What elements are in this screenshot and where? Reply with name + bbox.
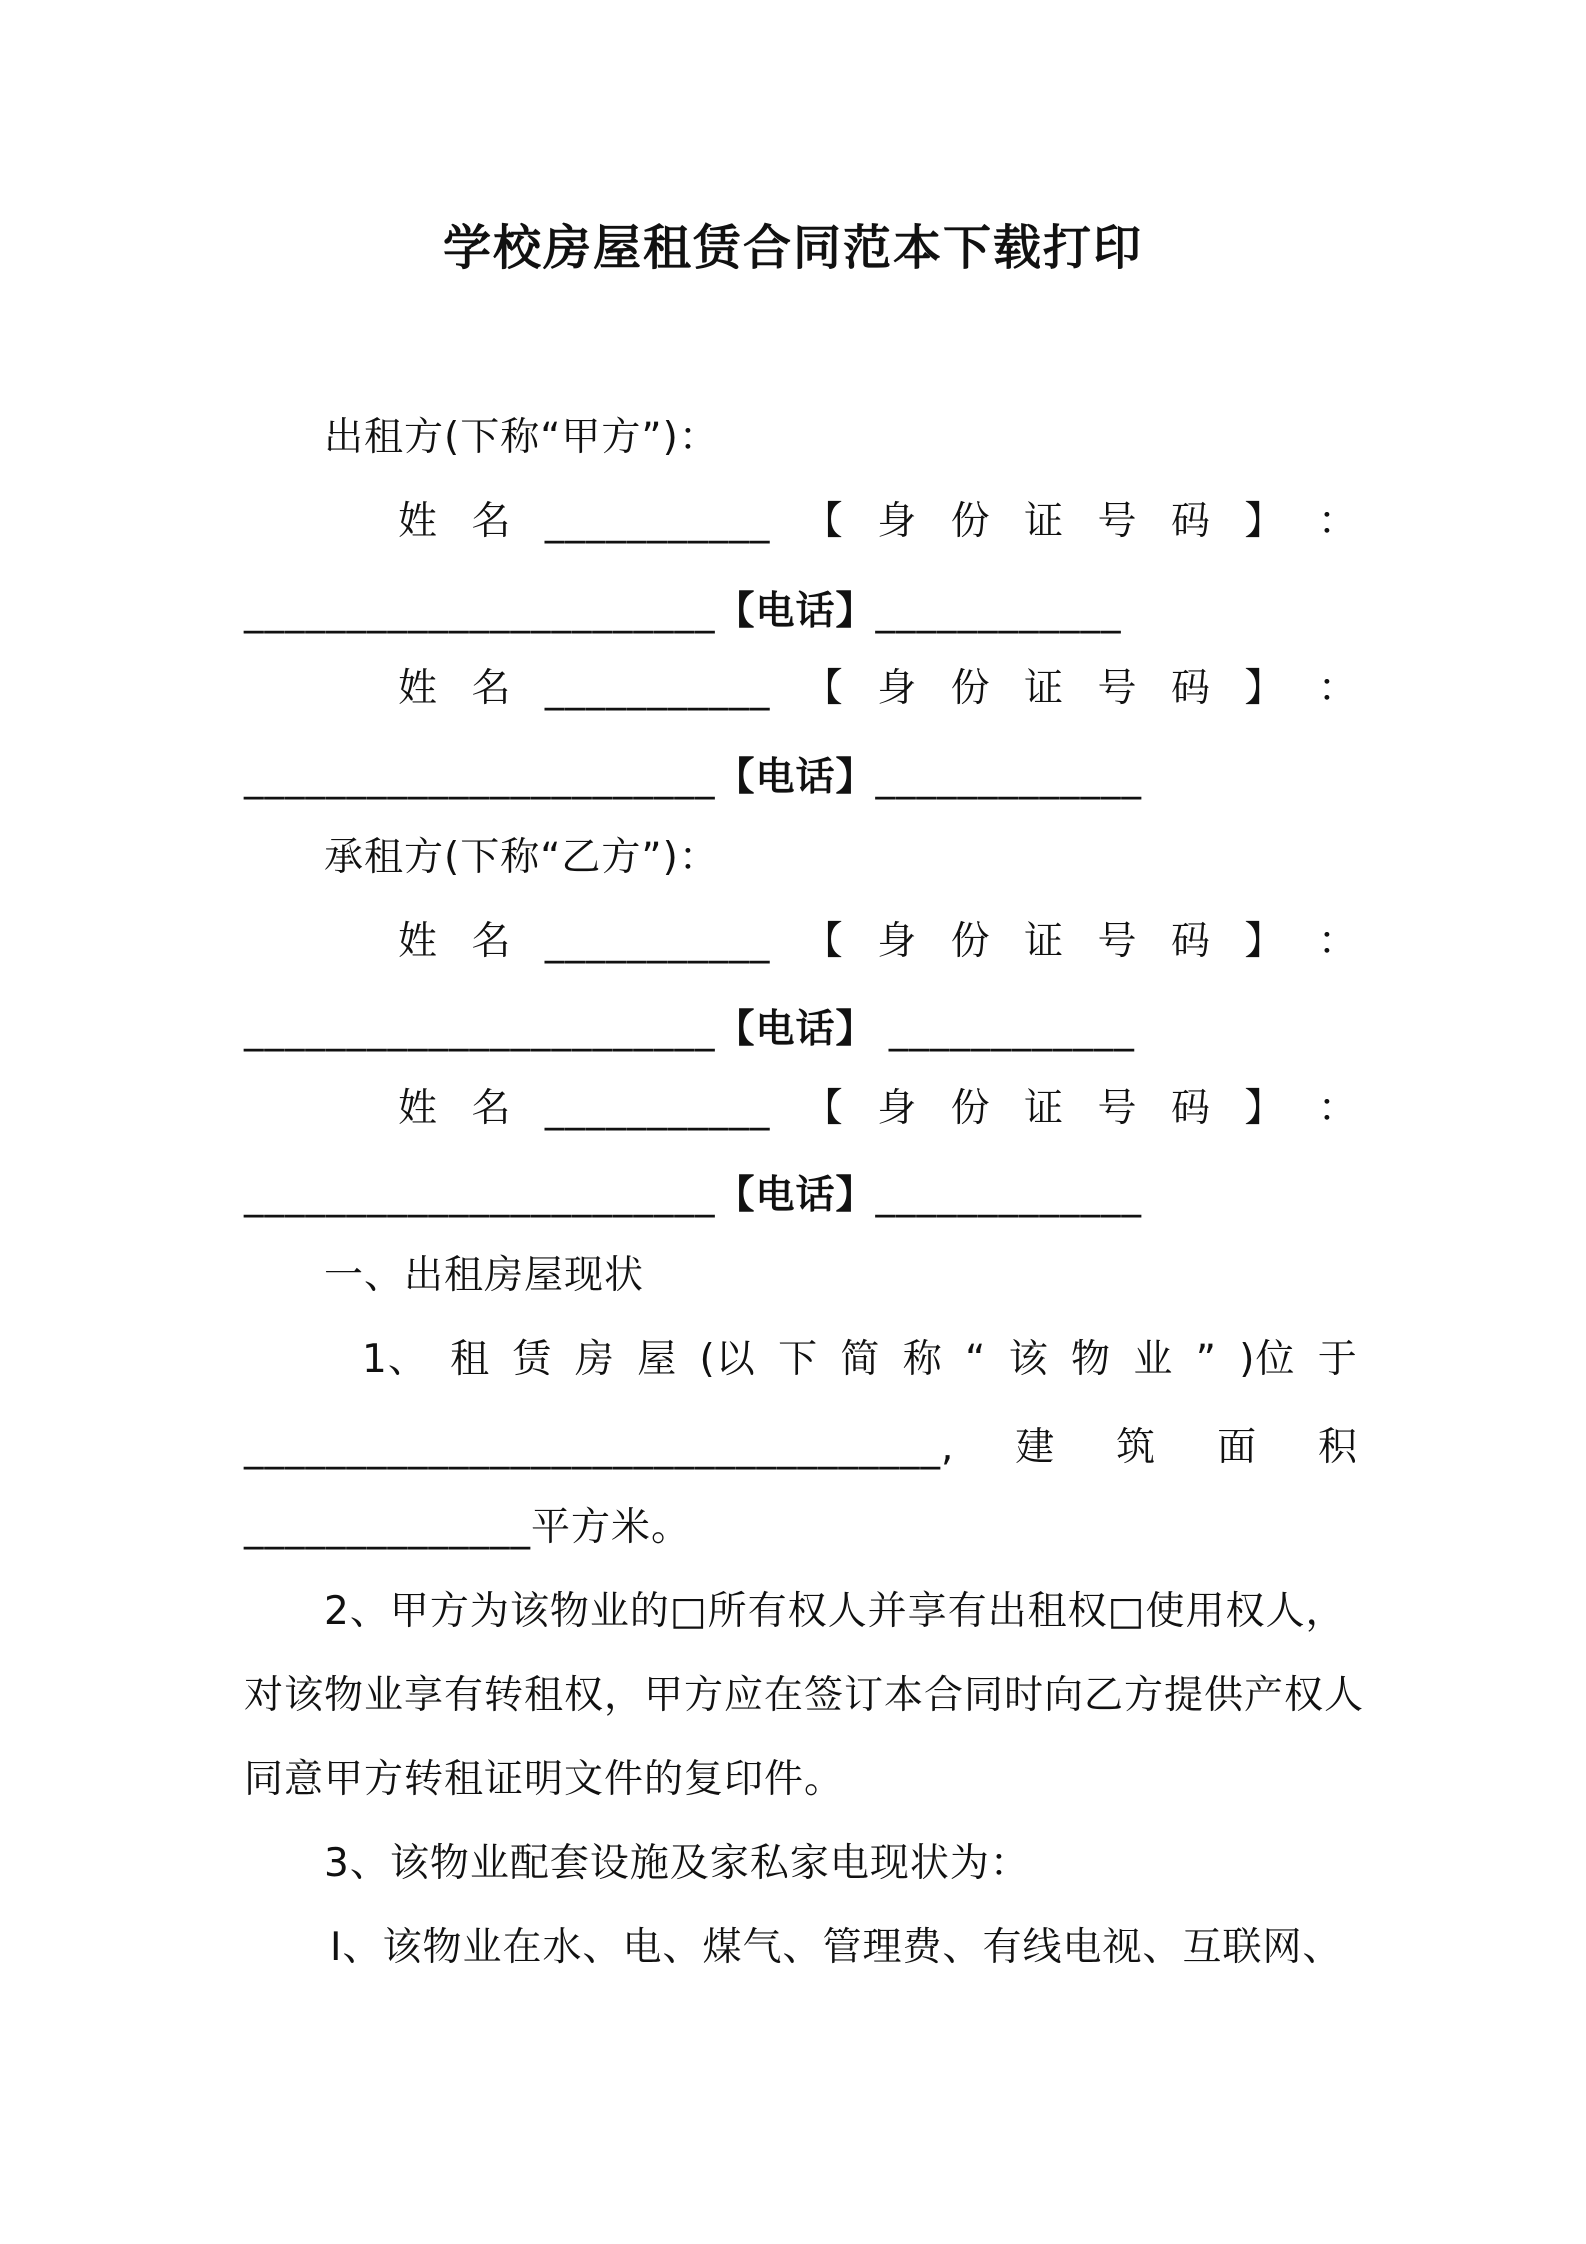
colon: ： xyxy=(1317,499,1358,544)
name-label-char: 名 xyxy=(471,499,512,544)
clause-1-token: )位 xyxy=(1239,1337,1296,1382)
clause-1-token: 于 xyxy=(1317,1337,1358,1382)
clause-1-token: 该 xyxy=(1008,1337,1049,1382)
id-label-char: 码 xyxy=(1170,666,1211,711)
id-bracket-open: 【 xyxy=(803,1086,844,1131)
id-label-char: 身 xyxy=(877,499,918,544)
clause-3: 3、该物业配套设施及家私家电现状为： xyxy=(324,1841,1030,1886)
id-bracket-open: 【 xyxy=(803,499,844,544)
clause-2-line-1: 2、甲方为该物业的□所有权人并享有出租权□使用权人， xyxy=(324,1589,1346,1634)
clause-1-token: 业 xyxy=(1133,1337,1174,1382)
name-label-char: 姓 xyxy=(398,1086,439,1131)
id-blank: _______________________ xyxy=(244,755,716,800)
location-blank: __________________________________, xyxy=(244,1425,955,1470)
clause-1-token: 简 xyxy=(840,1337,881,1382)
id-label-char: 份 xyxy=(950,499,991,544)
phone-blank: ____________ xyxy=(875,1007,1135,1052)
id-label-char: 身 xyxy=(877,919,918,964)
name-blank: ___________ xyxy=(544,1086,771,1131)
phone-blank: ____________ xyxy=(875,589,1122,634)
name-blank: ___________ xyxy=(544,919,771,964)
clause-2-line-3: 同意甲方转租证明文件的复印件。 xyxy=(244,1757,845,1802)
party-a-person-2-row xyxy=(398,665,1358,713)
id-label-char: 份 xyxy=(950,919,991,964)
clause-1-token: 租 xyxy=(450,1337,491,1382)
id-blank: _______________________ xyxy=(244,1173,716,1218)
name-blank: ___________ xyxy=(544,499,771,544)
colon: ： xyxy=(1317,666,1358,711)
phone-blank: _____________ xyxy=(875,755,1143,800)
section-1-heading: 一、出租房屋现状 xyxy=(324,1253,645,1298)
id-bracket-open: 【 xyxy=(803,919,844,964)
clause-1-token: 房 xyxy=(574,1337,615,1382)
name-label-char: 姓 xyxy=(398,499,439,544)
phone-label: 【电话】 xyxy=(715,1007,876,1052)
id-label-char: 码 xyxy=(1170,499,1211,544)
clause-1-token: 1、 xyxy=(362,1337,428,1382)
clause-1-token: 下 xyxy=(778,1337,819,1382)
id-label-char: 号 xyxy=(1097,1086,1138,1131)
clause-2-line-2: 对该物业享有转租权，甲方应在签订本合同时向乙方提供产权人 xyxy=(244,1673,1365,1718)
area-unit: 平方米。 xyxy=(531,1505,692,1550)
clause-1-token: “ xyxy=(965,1337,987,1382)
id-label-char: 身 xyxy=(877,1086,918,1131)
name-label-char: 名 xyxy=(471,666,512,711)
id-label-char: 号 xyxy=(1097,499,1138,544)
party-a-heading: 出租方(下称“甲方”)： xyxy=(324,415,719,460)
clause-1-token: ” xyxy=(1195,1337,1217,1382)
area-label-char: 建 xyxy=(1015,1425,1056,1470)
id-label-char: 码 xyxy=(1170,919,1211,964)
colon: ： xyxy=(1317,919,1358,964)
id-bracket-open: 【 xyxy=(803,666,844,711)
clause-1-token: 称 xyxy=(902,1337,943,1382)
clause-1-token: 赁 xyxy=(512,1337,553,1382)
phone-label: 【电话】 xyxy=(715,1173,876,1218)
name-label-char: 名 xyxy=(471,1086,512,1131)
party-a-person-1-row xyxy=(398,498,1358,546)
clause-1-line-2 xyxy=(244,1424,1358,1472)
colon: ： xyxy=(1317,1086,1358,1131)
id-bracket-close: 】 xyxy=(1244,666,1285,711)
id-label-char: 证 xyxy=(1024,919,1065,964)
clause-3-item-1: Ⅰ、该物业在水、电、煤气、管理费、有线电视、互联网、 xyxy=(330,1925,1343,1970)
id-label-char: 份 xyxy=(950,1086,991,1131)
name-label-char: 名 xyxy=(471,919,512,964)
id-blank: _______________________ xyxy=(244,1007,716,1052)
party-b-person-1-row xyxy=(398,918,1358,966)
area-label-char: 积 xyxy=(1317,1425,1358,1470)
party-b-heading: 承租方(下称“乙方”)： xyxy=(324,835,719,880)
id-label-char: 证 xyxy=(1024,666,1065,711)
party-b-person-2-row xyxy=(398,1085,1358,1133)
area-label-char: 筑 xyxy=(1116,1425,1157,1470)
phone-label: 【电话】 xyxy=(715,755,876,800)
name-label-char: 姓 xyxy=(398,666,439,711)
phone-label: 【电话】 xyxy=(715,589,876,634)
clause-1-line-1 xyxy=(362,1336,1358,1384)
party-a-person-2-id-phone xyxy=(244,754,1142,802)
id-label-char: 码 xyxy=(1170,1086,1211,1131)
clause-1-line-3 xyxy=(244,1504,691,1552)
clause-1-token: 物 xyxy=(1071,1337,1112,1382)
id-blank: _______________________ xyxy=(244,589,716,634)
phone-blank: _____________ xyxy=(875,1173,1143,1218)
name-blank: ___________ xyxy=(544,666,771,711)
id-label-char: 号 xyxy=(1097,666,1138,711)
id-label-char: 证 xyxy=(1024,499,1065,544)
id-bracket-close: 】 xyxy=(1244,499,1285,544)
name-label-char: 姓 xyxy=(398,919,439,964)
id-label-char: 号 xyxy=(1097,919,1138,964)
area-label-char: 面 xyxy=(1217,1425,1258,1470)
id-label-char: 证 xyxy=(1024,1086,1065,1131)
party-b-person-1-id-phone xyxy=(244,1006,1135,1054)
id-label-char: 身 xyxy=(877,666,918,711)
area-blank: ______________ xyxy=(244,1505,531,1550)
party-a-person-1-id-phone xyxy=(244,588,1122,636)
clause-1-token: 屋 xyxy=(637,1337,678,1382)
party-b-person-2-id-phone xyxy=(244,1172,1142,1220)
id-bracket-close: 】 xyxy=(1244,1086,1285,1131)
id-label-char: 份 xyxy=(950,666,991,711)
id-bracket-close: 】 xyxy=(1244,919,1285,964)
document-title: 学校房屋租赁合同范本下载打印 xyxy=(442,220,1143,276)
clause-1-token: (以 xyxy=(699,1337,756,1382)
